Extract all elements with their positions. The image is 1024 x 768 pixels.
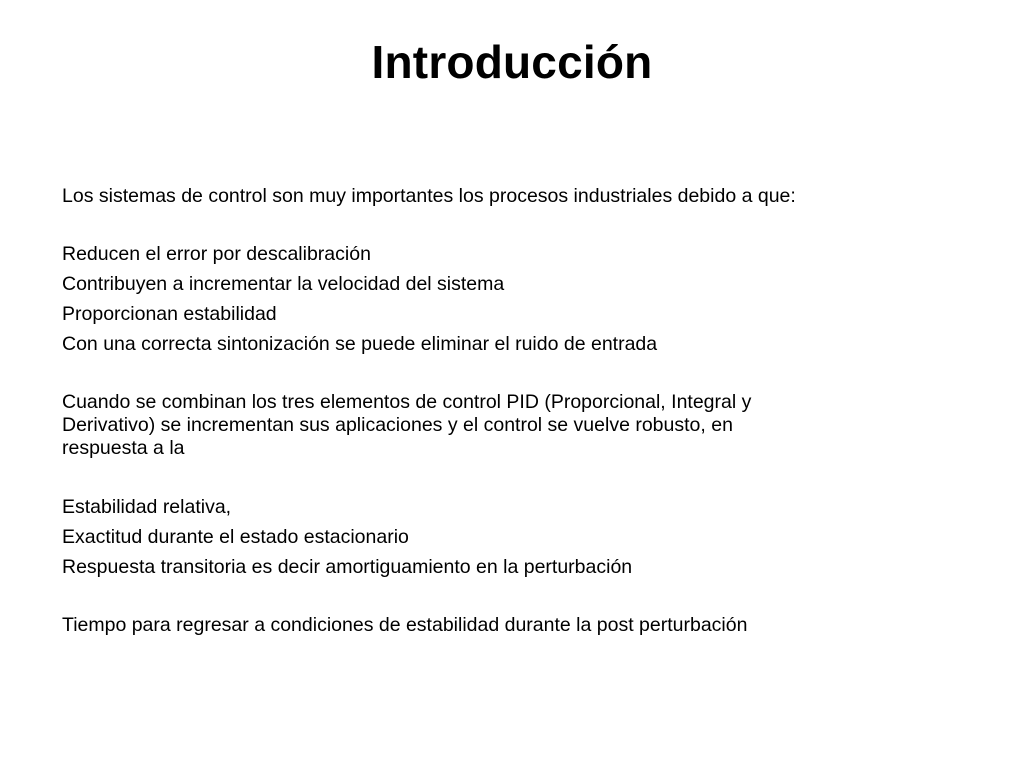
pid-paragraph-line: Derivativo) se incrementan sus aplicaciones y el control se vuelve robusto, en bbox=[62, 414, 733, 436]
response-item: Respuesta transitoria es decir amortiguamiento en la perturbación bbox=[62, 556, 633, 578]
pid-paragraph bbox=[62, 387, 962, 464]
spacer bbox=[62, 464, 962, 492]
benefit-item: Contribuyen a incrementar la velocidad del sistema bbox=[62, 273, 505, 295]
slide-body bbox=[62, 181, 962, 640]
spacer bbox=[62, 582, 962, 610]
intro-text: Los sistemas de control son muy importantes los procesos industriales debido a que: bbox=[62, 185, 796, 207]
response-item: Estabilidad relativa, bbox=[62, 496, 232, 518]
benefit-item: Con una correcta sintonización se puede eliminar el ruido de entrada bbox=[62, 333, 658, 355]
pid-paragraph-line: respuesta a la bbox=[62, 437, 185, 459]
benefit-item: Proporcionan estabilidad bbox=[62, 303, 277, 325]
closing-text: Tiempo para regresar a condiciones de estabilidad durante la post perturbación bbox=[62, 614, 748, 636]
slide-title: Introducción bbox=[371, 36, 653, 88]
spacer bbox=[62, 359, 962, 387]
benefit-item: Reducen el error por descalibración bbox=[62, 243, 371, 265]
response-item: Exactitud durante el estado estacionario bbox=[62, 526, 409, 548]
pid-paragraph-line: Cuando se combinan los tres elementos de control PID (Proporcional, Integral y bbox=[62, 391, 752, 413]
spacer bbox=[62, 211, 962, 239]
